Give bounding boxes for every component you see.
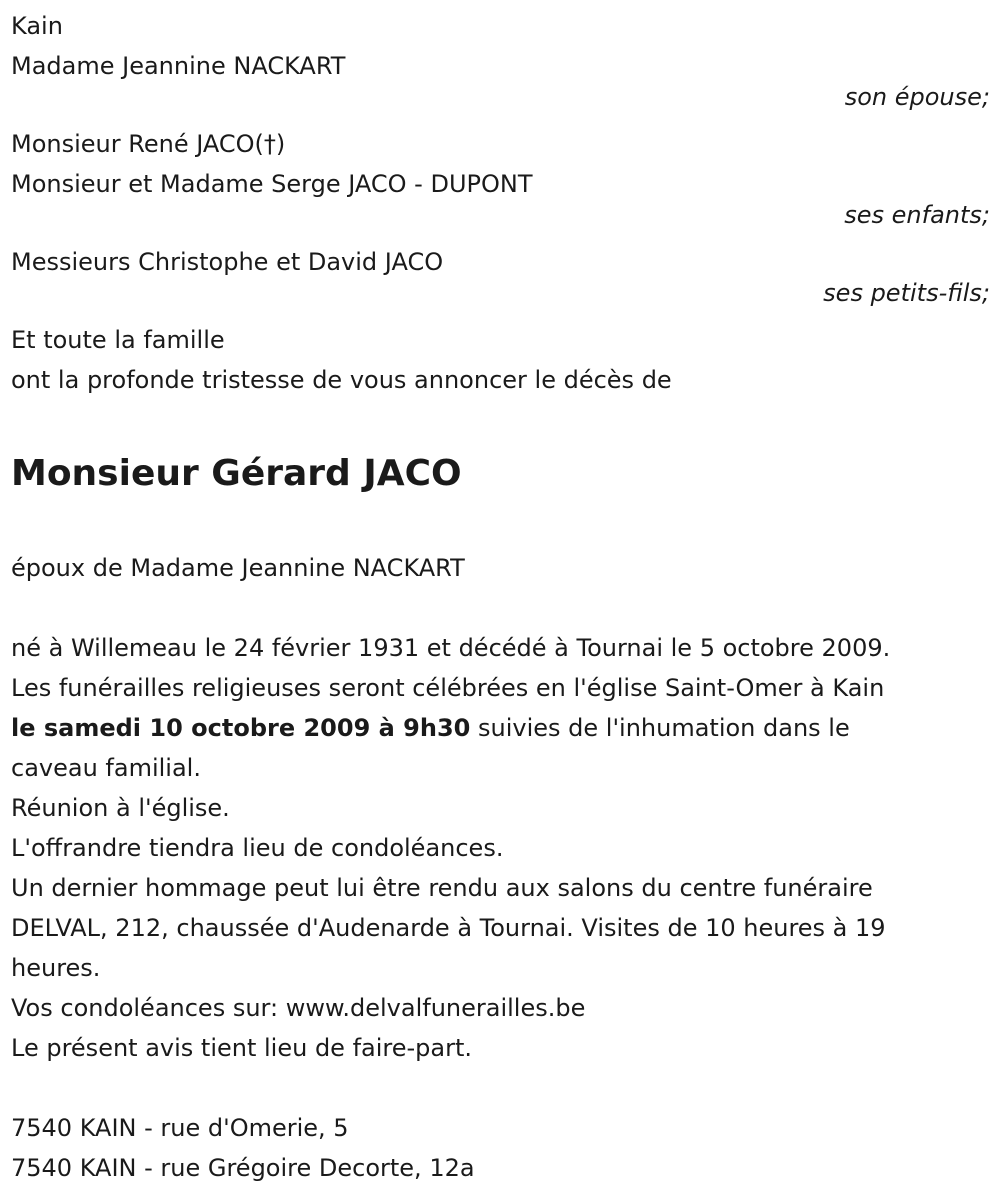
spacer — [11, 1068, 990, 1108]
funeral-line-3: caveau familial. — [11, 754, 201, 782]
spacer — [11, 588, 990, 628]
grandchildren-role: ses petits-fils; — [823, 279, 990, 307]
funeral-date: le samedi 10 octobre 2009 à 9h30 — [11, 714, 471, 742]
tribute-line-3: heures. — [11, 954, 101, 982]
funeral-line-2-rest: suivies de l'inhumation dans le — [470, 714, 850, 742]
deceased-name: Monsieur Gérard JACO — [11, 453, 462, 494]
child-2: Monsieur et Madame Serge JACO - DUPONT — [11, 170, 533, 198]
family-block — [11, 6, 990, 400]
spouse-of: époux de Madame Jeannine NACKART — [11, 554, 465, 582]
notice: Le présent avis tient lieu de faire-part. — [11, 1034, 473, 1062]
address: 7540 KAIN - rue d'Omerie, 5 — [11, 1114, 349, 1142]
announcement: ont la profonde tristesse de vous annoncer le décès de — [11, 366, 672, 394]
birth-death: né à Willemeau le 24 février 1931 et décédé à Tournai le 5 octobre 2009. — [11, 634, 891, 662]
tribute-line-2: DELVAL, 212, chaussée d'Audenarde à Tournai. Visites de 10 heures à 19 — [11, 914, 886, 942]
condolences: Vos condoléances sur: www.delvalfunerailles.be — [11, 994, 586, 1022]
funeral-line-2 — [11, 708, 990, 748]
funeral-details — [11, 628, 990, 1068]
address: 7540 KAIN - rue Grégoire Decorte, 12a — [11, 1154, 475, 1182]
city: Kain — [11, 12, 63, 40]
addresses — [11, 1108, 990, 1188]
spouse-role: son épouse; — [844, 83, 990, 111]
offering: L'offrandre tiendra lieu de condoléances. — [11, 834, 504, 862]
tribute-line-1: Un dernier hommage peut lui être rendu aux salons du centre funéraire — [11, 874, 873, 902]
grandchildren: Messieurs Christophe et David JACO — [11, 248, 444, 276]
funeral-line-1: Les funérailles religieuses seront célébrées en l'église Saint-Omer à Kain — [11, 674, 885, 702]
child-1: Monsieur René JACO(†) — [11, 130, 286, 158]
reunion: Réunion à l'église. — [11, 794, 230, 822]
children-role: ses enfants; — [844, 201, 990, 229]
family-line: Et toute la famille — [11, 326, 225, 354]
spouse-name: Madame Jeannine NACKART — [11, 52, 346, 80]
